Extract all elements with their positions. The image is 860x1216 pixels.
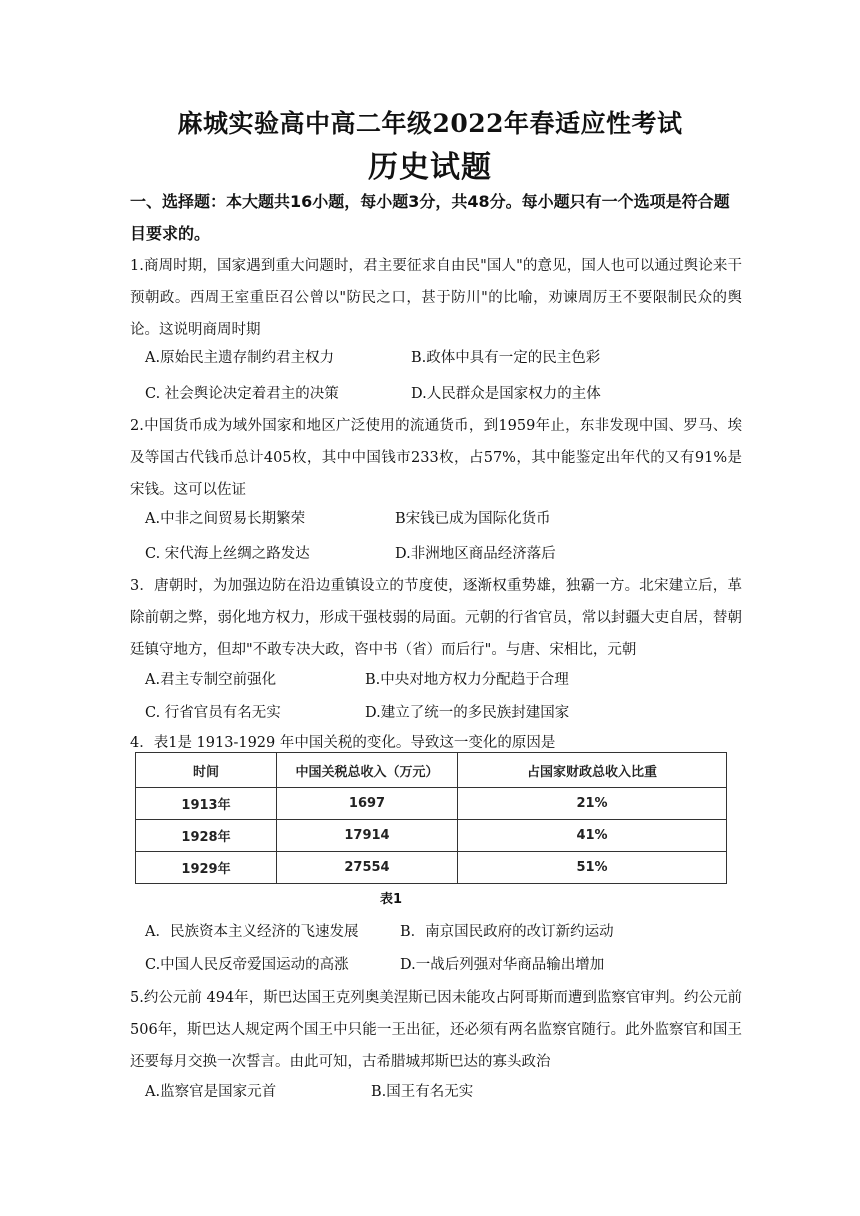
table-cell: 21% <box>458 788 727 820</box>
table-header-cell: 中国关税总收入（万元） <box>277 753 458 788</box>
question-2-stem: 2.中国货币成为域外国家和地区广泛使用的流通货币，到1959年止，东非发现中国、罗马、埃及等国古代钱币总计405枚，其中中国钱市233枚，占57%，其中能鉴定出年代的又有91%是宋钱。这可以佐证 <box>130 418 742 498</box>
table-caption: 表1 <box>380 892 403 907</box>
option-a: A.君主专制空前强化 <box>145 672 277 688</box>
tariff-table <box>135 752 727 884</box>
option-c: C.中国人民反帝爱国运动的高涨 <box>145 957 349 973</box>
table-row <box>136 788 727 820</box>
table-cell: 41% <box>458 820 727 852</box>
section-heading: 一、选择题：本大题共16小题，每小题3分，共48分。每小题只有一个选项是符合题目要求的。 <box>130 192 730 243</box>
option-b: B宋钱已成为国际化货币 <box>395 511 551 527</box>
table-header-cell: 占国家财政总收入比重 <box>458 753 727 788</box>
table-cell: 51% <box>458 852 727 884</box>
option-b: B.国王有名无实 <box>371 1084 474 1100</box>
table-cell: 17914 <box>277 820 458 852</box>
option-c: C. 社会舆论决定着君主的决策 <box>145 386 339 402</box>
option-a: A.原始民主遗存制约君主权力 <box>145 350 335 366</box>
table-row <box>136 852 727 884</box>
option-c: C. 行省官员有名无实 <box>145 705 281 721</box>
option-a: A.中非之间贸易长期繁荣 <box>145 511 306 527</box>
exam-subtitle: 历史试题 <box>368 150 492 185</box>
table-cell: 1697 <box>277 788 458 820</box>
option-b: B.中央对地方权力分配趋于合理 <box>365 672 569 688</box>
table-header-row <box>136 753 727 788</box>
table-cell: 27554 <box>277 852 458 884</box>
question-5-stem: 5.约公元前 494年，斯巴达国王克列奥美涅斯已因未能攻占阿哥斯而遭到监察官审判。约公元前 506年，斯巴达人规定两个国王中只能一王出征，还必须有两名监察官随行。此外监察官和国王还要每月交换一次誓言。由此可知，古希腊城邦斯巴达的寡头政治 <box>130 990 742 1070</box>
option-d: D.非洲地区商品经济落后 <box>395 546 556 562</box>
option-d: D.人民群众是国家权力的主体 <box>411 386 601 402</box>
option-a: A.监察官是国家元首 <box>145 1084 277 1100</box>
question-4-stem: 4．表1是 1913-1929 年中国关税的变化。导致这一变化的原因是 <box>130 735 556 751</box>
option-a: A．民族资本主义经济的飞速发展 <box>145 924 359 940</box>
table-row <box>136 820 727 852</box>
option-c: C. 宋代海上丝绸之路发达 <box>145 546 310 562</box>
table-header-cell: 时间 <box>136 753 277 788</box>
table-cell: 1928年 <box>136 820 277 852</box>
option-d: D.建立了统一的多民族封建国家 <box>365 705 570 721</box>
question-3-stem: 3．唐朝时，为加强边防在沿边重镇设立的节度使，逐渐权重势雄，独霸一方。北宋建立后，革除前朝之弊，弱化地方权力，形成干强枝弱的局面。元朝的行省官员，常以封疆大吏自居，替朝廷镇守地方，但却"不敢专决大政，咨中书（省）而后行"。与唐、宋相比，元朝 <box>130 578 742 658</box>
question-1-stem: 1.商周时期，国家遇到重大问题时，君主要征求自由民"国人"的意见，国人也可以通过舆论来干预朝政。西周王室重臣召公曾以"防民之口，甚于防川"的比喻，劝谏周厉王不要限制民众的舆论。这说明商周时期 <box>130 258 742 338</box>
option-b: B．南京国民政府的改订新约运动 <box>400 924 614 940</box>
table-cell: 1929年 <box>136 852 277 884</box>
table-cell: 1913年 <box>136 788 277 820</box>
exam-title: 麻城实验高中高二年级2022年春适应性考试 <box>177 109 683 138</box>
option-b: B.政体中具有一定的民主色彩 <box>411 350 601 366</box>
option-d: D.一战后列强对华商品输出增加 <box>400 957 605 973</box>
